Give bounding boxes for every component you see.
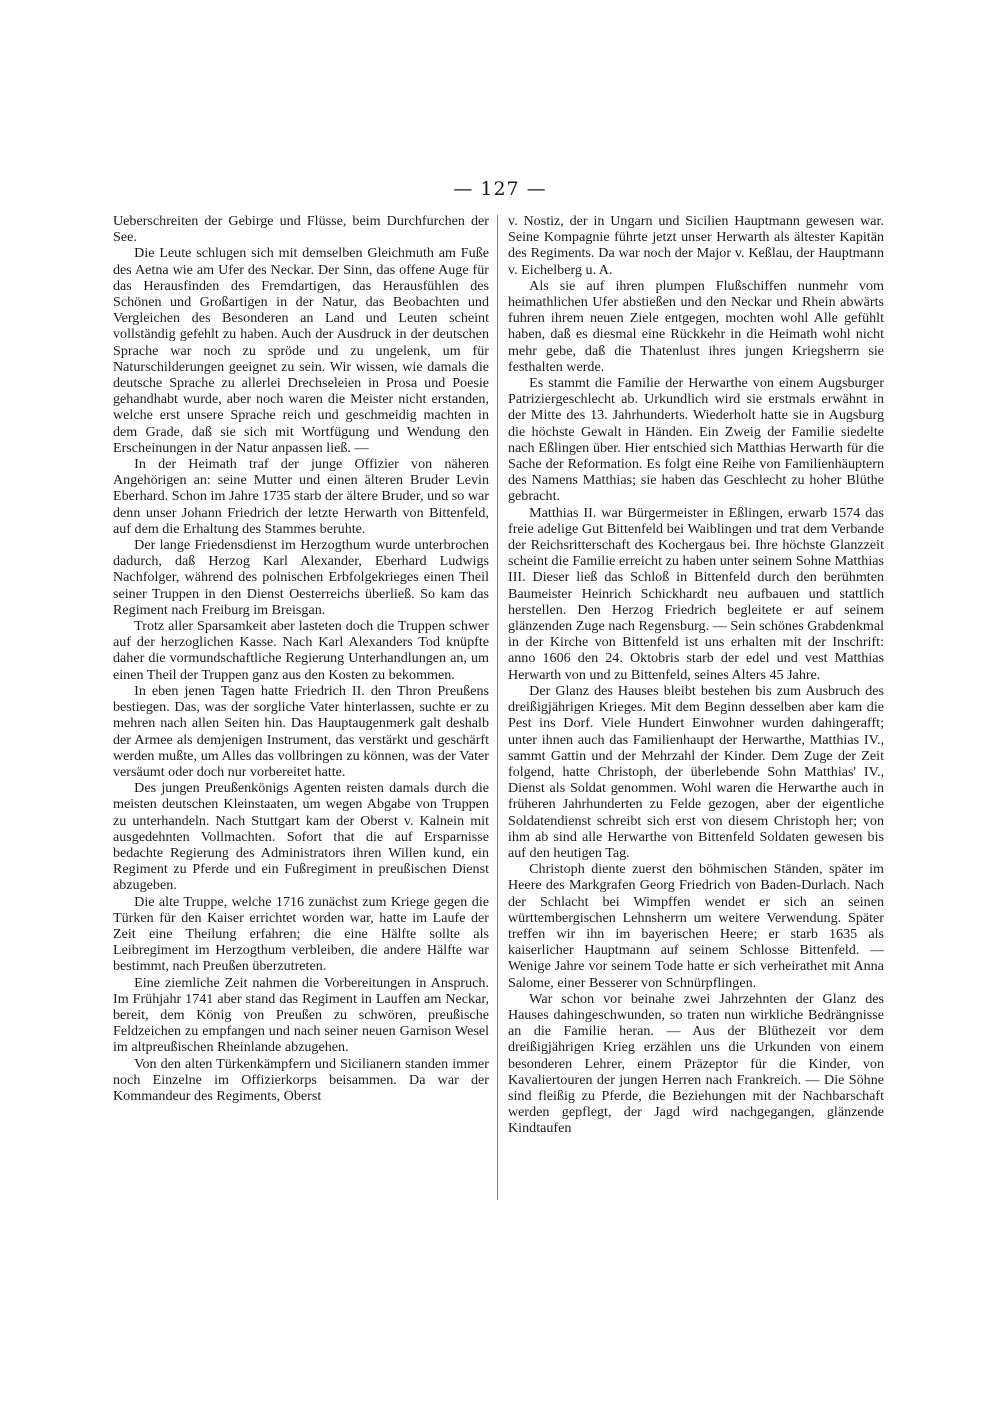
paragraph: Matthias II. war Bürgermeister in Eßlingen, erwarb 1574 das freie adelige Gut Bittenfeld bei Waiblingen und trat dem Verbande der Reichsritterschaft des Kochergaus bei. Ihre höchste Glanzzeit scheint die Familie erreicht zu haben unter seinem Sohne Matthias III. Dieser ließ das Schloß in Bittenfeld durch den berühmten Baumeister Heinrich Schickhardt neu aufbauen und stattlich herstellen. Den Herzog Friedrich begleitete er auf seinem glänzenden Zuge nach Regensburg. — Sein schönes Grabdenkmal in der Kirche von Bittenfeld ist uns erhalten mit der Inschrift: anno 1606 den 24. Oktobris starb der edel und vest Matthias Herwarth von und zu Bittenfeld, seines Alters 45 Jahre. xyxy=(508,504,884,683)
paragraph: Christoph diente zuerst den böhmischen Ständen, später im Heere des Markgrafen Georg Friedrich von Baden-Durlach. Nach der Schlacht bei Wimpffen wendet er sich an seinen württembergischen Lehnsherrn um weitere Verwendung. Später treffen wir ihn im bayerischen Heere; er starb 1635 als kaiserlicher Hauptmann auf seinem Schlosse Bittenfeld. — Wenige Jahre vor seinem Tode hatte er sich verheirathet mit Anna Salome, einer Besserer von Schnürpflingen. xyxy=(508,861,884,991)
paragraph: v. Nostiz, der in Ungarn und Sicilien Hauptmann gewesen war. Seine Kompagnie führte jetzt unser Herwarth als ältester Kapitän des Regiments. Da war noch der Major v. Keßlau, der Hauptmann v. Eichelberg u. A. xyxy=(508,213,884,278)
paragraph: Es stammt die Familie der Herwarthe von einem Augsburger Patriziergeschlecht ab. Urkundlich wird sie erstmals erwähnt in der Mitte des 13. Jahrhunderts. Wiederholt hatte sie in Augsburg die höchste Gewalt in Händen. Ein Zweig der Familie siedelte nach Eßlingen über. Hier entschied sich Matthias Herwarth für die Sache der Reformation. Es folgt eine Reihe von Familienhäuptern des Namens Matthias; sie haben das Geschlecht zu hoher Blüthe gebracht. xyxy=(508,375,884,505)
page-number: — 127 — xyxy=(453,178,547,200)
paragraph: War schon vor beinahe zwei Jahrzehnten der Glanz des Hauses dahingeschwunden, so traten nun wirkliche Bedrängnisse an die Familie heran. — Aus der Blüthezeit vor dem dreißigjährigen Krieg erzählen uns die Urkunden von einem besonderen Lehrer, einem Präzeptor für die Kinder, von Kavaliertouren der jungen Herren nach Frankreich. — Die Söhne sind fleißig zu Pferde, die Beziehungen mit der Nachbarschaft werden gepflegt, der Jagd wird nachgegangen, glänzende Kindtaufen xyxy=(508,990,884,1137)
paragraph: Trotz aller Sparsamkeit aber lasteten doch die Truppen schwer auf der herzoglichen Kasse. Nach Karl Alexanders Tod knüpfte daher die vormundschaftliche Regierung Unterhandlungen an, um einen Theil der Truppen ganz aus den Kosten zu bekommen. xyxy=(113,618,489,683)
paragraph: Die alte Truppe, welche 1716 zunächst zum Kriege gegen die Türken für den Kaiser errichtet worden war, hatte im Laufe der Zeit eine Theilung erfahren; die eine Hälfte sollte als Leibregiment im Herzogthum verbleiben, die andere Hälfte war bestimmt, nach Preußen überzutreten. xyxy=(113,893,489,975)
right-text-column xyxy=(508,213,884,1137)
paragraph: In der Heimath traf der junge Offizier von näheren Angehörigen an: seine Mutter und einen älteren Bruder Levin Eberhard. Schon im Jahre 1735 starb der ältere Bruder, und so war denn unser Johann Friedrich der letzte Herwarth von Bittenfeld, auf dem die Erhaltung des Stammes beruhte. xyxy=(113,456,489,537)
paragraph: Die Leute schlugen sich mit demselben Gleichmuth am Fuße des Aetna wie am Ufer des Neckar. Der Sinn, das offene Auge für das Herausfinden des Fremdartigen, das Herausfühlen des Schönen und Großartigen in der Natur, das Beobachten und Vergleichen des Besonderen an Land und Leuten scheint vollständig gefehlt zu haben. Auch der Ausdruck in der deutschen Sprache war noch zu spröde und zu ungelenk, um für Naturschilderungen geeignet zu sein. Wir wissen, wie damals die deutsche Sprache zu allerlei Drechseleien in Prosa und Poesie gehandhabt wurde, aber noch waren die Meister nicht erstanden, welche erst unsere Sprache reich und geschmeidig machten in dem Grade, daß sie sich mit Wortfügung und Wendung den Erscheinungen in der Natur anpassen ließ. — xyxy=(113,245,489,456)
paragraph: Der Glanz des Hauses bleibt bestehen bis zum Ausbruch des dreißigjährigen Krieges. Mit dem Beginn desselben aber kam die Pest ins Dorf. Viele Hundert Einwohner wurden dahingerafft; unter ihnen auch das Familienhaupt der Herwarthe, Matthias IV., sammt Gattin und der Mehrzahl der Kinder. Dem Zuge der Zeit folgend, hatte Christoph, der überlebende Sohn Matthias' IV., Dienst als Soldat genommen. Wohl waren die Herwarthe auch in früheren Jahrhunderten zu Felde gezogen, aber der eigentliche Soldatendienst schreibt sich erst von diesem Christoph her; von ihm ab sind alle Herwarthe von Bittenfeld Soldaten gewesen bis auf den heutigen Tag. xyxy=(508,682,884,861)
paragraph: In eben jenen Tagen hatte Friedrich II. den Thron Preußens bestiegen. Das, was der sorgliche Vater hinterlassen, suchte er zu mehren nach allen Seiten hin. Das Hauptaugenmerk galt deshalb der Armee als demjenigen Instrument, das verstärkt und geschärft werden mußte, um Alles das vollbringen zu können, was der Vater versäumt oder doch nur vorbereitet hatte. xyxy=(113,682,489,780)
paragraph: Der lange Friedensdienst im Herzogthum wurde unterbrochen dadurch, daß Herzog Karl Alexander, Eberhard Ludwigs Nachfolger, während des polnischen Erbfolgekrieges einen Theil seiner Truppen in den Dienst Oesterreichs überließ. So kam das Regiment nach Freiburg im Breisgan. xyxy=(113,537,489,618)
column-divider xyxy=(497,215,498,1200)
paragraph: Als sie auf ihren plumpen Flußschiffen nunmehr vom heimathlichen Ufer abstießen und den Neckar und Rhein abwärts fuhren ihrem neuen Ziele entgegen, mochten wohl Alle gefühlt haben, daß es diesmal eine Rückkehr in die Heimath wohl nicht mehr gebe, daß die Thatenlust ihres jungen Kriegsherrn sie festhalten werde. xyxy=(508,277,884,375)
left-text-column xyxy=(113,213,489,1104)
paragraph: Eine ziemliche Zeit nahmen die Vorbereitungen in Anspruch. Im Frühjahr 1741 aber stand das Regiment in Lauffen am Neckar, bereit, dem König von Preußen zu schwören, preußische Feldzeichen zu empfangen und nach seiner neuen Garnison Wesel im altpreußischen Rheinlande abzugehen. xyxy=(113,974,489,1056)
paragraph: Des jungen Preußenkönigs Agenten reisten damals durch die meisten deutschen Kleinstaaten, um wegen Abgabe von Truppen zu unterhandeln. Nach Stuttgart kam der Oberst v. Kalnein mit ausgedehnten Vollmachten. Sofort that die auf Ersparnisse bedachte Regierung des Administrators ihren Willen kund, ein Regiment zu Pferde und ein Fußregiment in preußischen Dienst abzugeben. xyxy=(113,780,489,894)
paragraph: Von den alten Türkenkämpfern und Sicilianern standen immer noch Einzelne im Offizierkorps beisammen. Da war der Kommandeur des Regiments, Oberst xyxy=(113,1055,489,1104)
paragraph: Ueberschreiten der Gebirge und Flüsse, beim Durchfurchen der See. xyxy=(113,213,489,246)
